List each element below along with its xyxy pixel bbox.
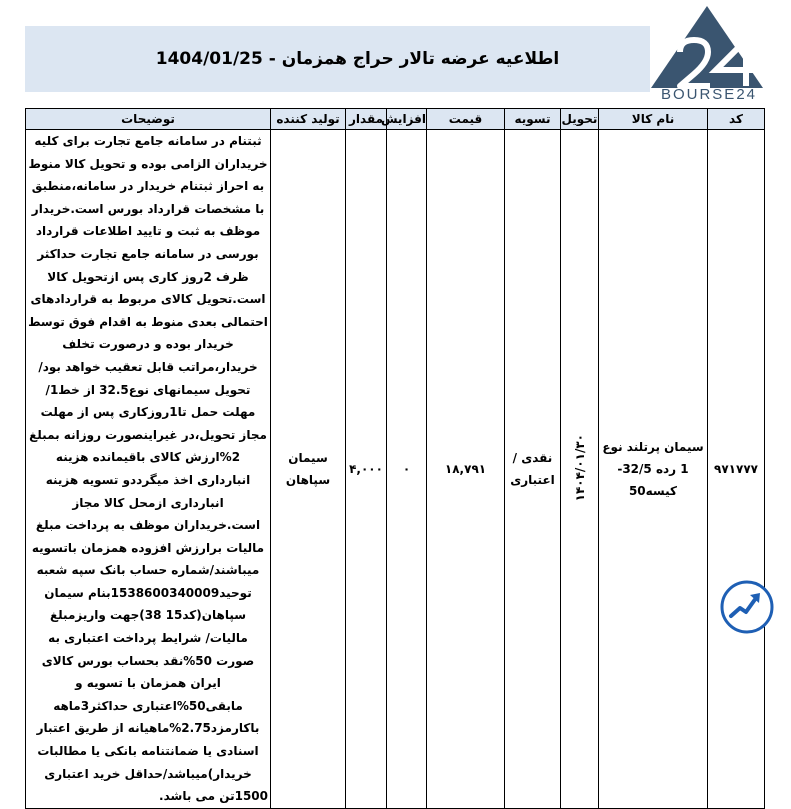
table-header-row bbox=[26, 109, 765, 130]
cell-delivery bbox=[561, 130, 599, 809]
cell-settlement: نقدی / اعتباری bbox=[505, 130, 561, 809]
cell-producer: سیمان سپاهان bbox=[271, 130, 346, 809]
cell-quantity: ۴,۰۰۰ bbox=[346, 130, 387, 809]
delivery-date: ۱۴۰۴/۰۱/۳۰ bbox=[572, 433, 587, 502]
column-header-delivery: تحویل bbox=[561, 109, 599, 130]
cell-product: سیمان پرتلند نوع 1 رده 32/5-کیسه50 bbox=[599, 130, 708, 809]
column-header-code: کد bbox=[708, 109, 765, 130]
column-header-description: توضیحات bbox=[26, 109, 271, 130]
cell-price: ۱۸,۷۹۱ bbox=[427, 130, 505, 809]
cell-code: ۹۷۱۷۷۷ bbox=[708, 130, 765, 809]
offer-table bbox=[25, 108, 765, 809]
table-row bbox=[26, 130, 765, 809]
column-header-quantity: مقدار bbox=[346, 109, 387, 130]
column-header-product: نام کالا bbox=[599, 109, 708, 130]
column-header-producer: تولید کننده bbox=[271, 109, 346, 130]
logo-brand-text: BOURSE24 bbox=[660, 86, 758, 103]
page-title: اطلاعیه عرضه تالار حراج همزمان - 1404/01/25 bbox=[155, 49, 560, 69]
cell-increase: ۰ bbox=[387, 130, 427, 809]
column-header-price: قیمت bbox=[427, 109, 505, 130]
trend-chart-icon bbox=[720, 580, 774, 634]
announcement-title-bar bbox=[25, 26, 650, 92]
cell-description: ثبتنام در سامانه جامع تجارت برای کلیه خریداران الزامی بوده و تحویل کالا منوط به احراز ثبتنام خریدار در سامانه،منطبق با مشخصات قرارداد بورس است.خریدار موظف به ثبت و تایید اطلاعات قرارداد بورسی در سامانه جامع تجارت حداکثر ظرف 2روز کاری پس ازتحویل کالا است.تحویل کالای مربوط به قراردادهای احتمالی بعدی منوط به اقدام فوق توسط خریدار بوده و درصورت تخلف خریدار،مراتب قابل تعقیب خواهد بود/تحویل سیمانهای نوع32.5 از خط1/ مهلت حمل تا1روزکاری پس از مهلت مجاز تحویل،در غیراینصورت روزانه بمبلغ 2%ارزش کالای باقیمانده هزینه انبارداری اخذ میگرددو تسویه هزینه انبارداری ازمحل کالا مجاز است.خریداران موظف به پرداخت مبلغ مالیات برارزش افزوده همزمان باتسویه میباشند/شماره حساب بانک سپه شعبه توحید1538600340009بنام سیمان سپاهان(کد15 38)جهت واریزمبلغ مالیات/ شرایط پرداخت اعتباری به صورت 50%نقد بحساب بورس کالای ایران همزمان با تسویه و مابقی50%اعتباری حداکثر3ماهه باکارمزد2.75%ماهیانه از طریق اعتبار اسنادی یا ضمانتنامه بانکی یا مطالبات خریدار)میباشد/حداقل خرید اعتباری 1500تن می باشد. bbox=[26, 130, 271, 809]
column-header-increase: افزایش bbox=[387, 109, 427, 130]
column-header-settlement: تسویه bbox=[505, 109, 561, 130]
